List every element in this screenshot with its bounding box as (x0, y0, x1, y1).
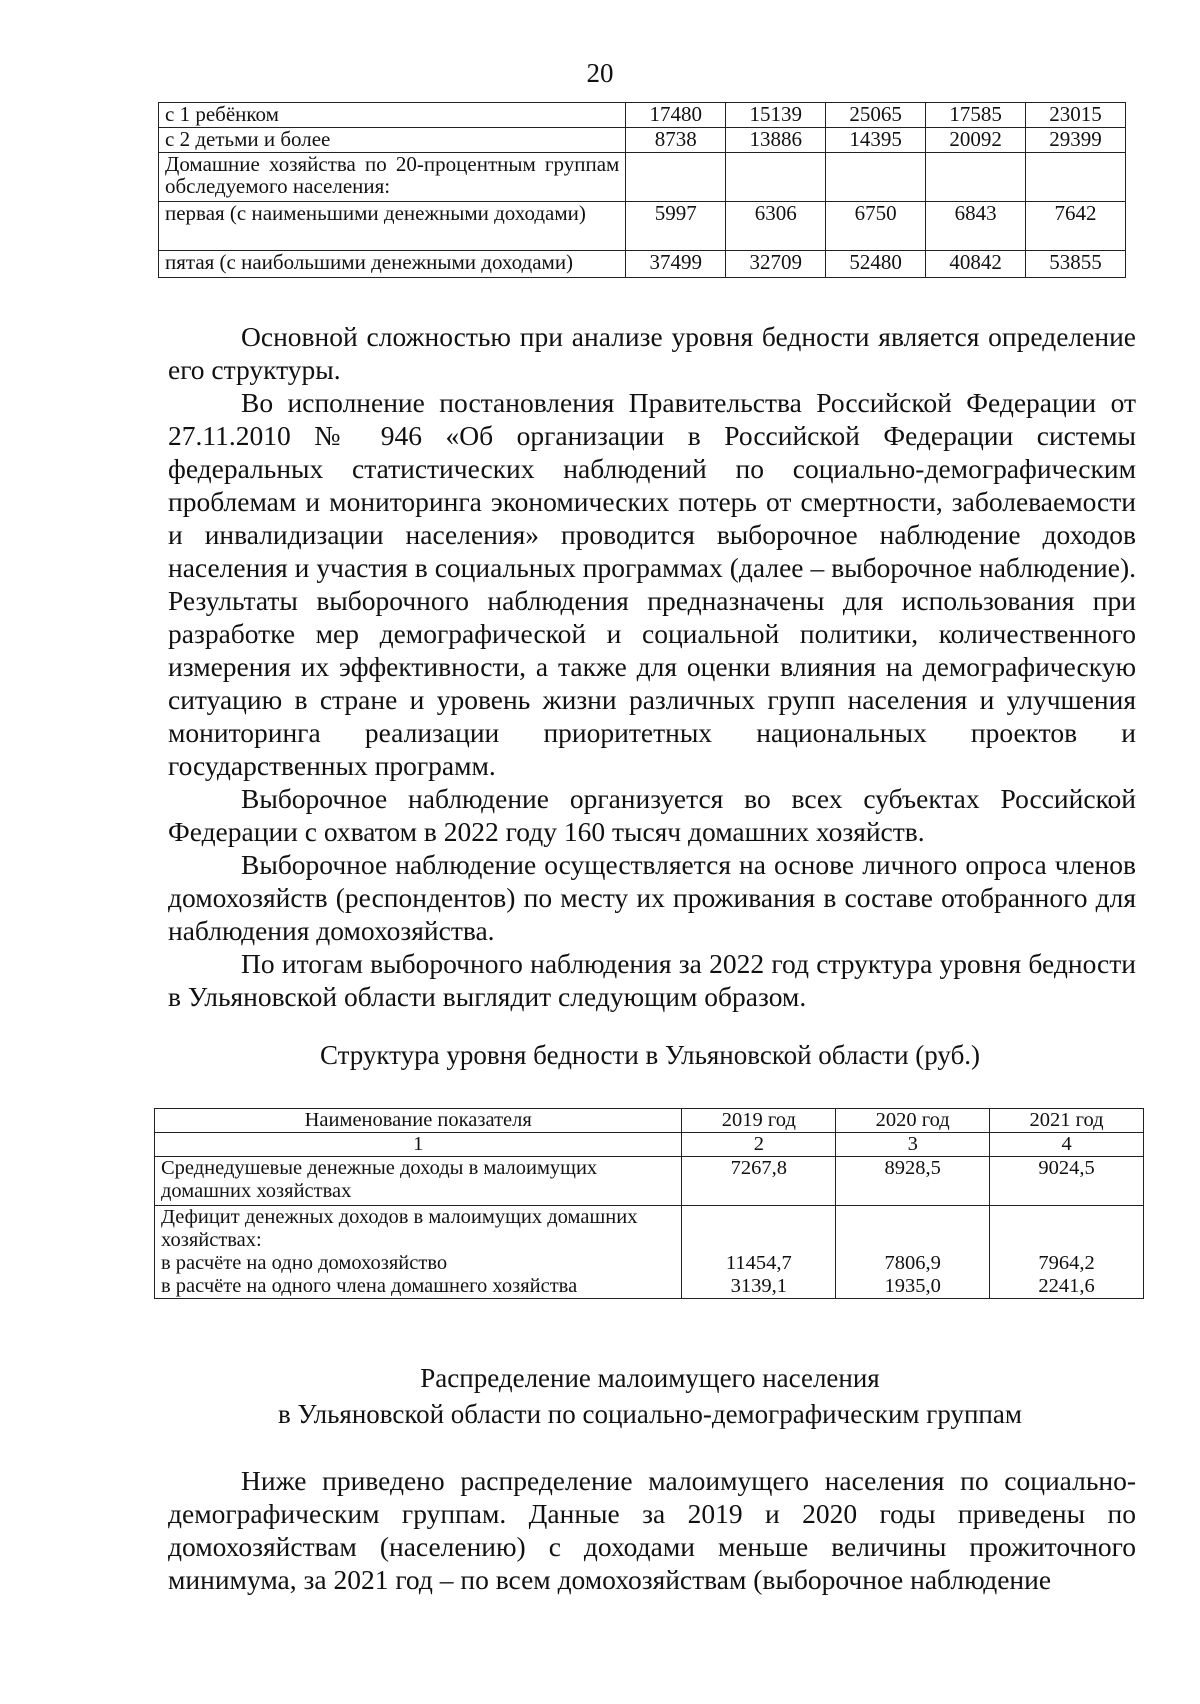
table-cell (926, 153, 1026, 202)
table-cell: 29399 (1026, 128, 1126, 153)
table-row (159, 153, 1126, 202)
table-row (155, 1206, 1144, 1253)
row-label: с 1 ребёнком (159, 103, 626, 128)
body-text-final (168, 1464, 1136, 1596)
row-label: Среднедушевые денежные доходы в малоимущих домашних хозяйствах (155, 1157, 682, 1206)
table-cell: 15139 (726, 103, 826, 128)
table-cell: 13886 (726, 128, 826, 153)
row-label: Дефицит денежных доходов в малоимущих домашних хозяйствах: (155, 1206, 682, 1253)
table-cell: 6306 (726, 202, 826, 251)
section-heading-line: Распределение малоимущего населения (420, 1363, 880, 1393)
column-header: Наименование показателя (155, 1109, 682, 1133)
table-cell: 17585 (926, 103, 1026, 128)
column-number-row (155, 1133, 1144, 1157)
column-number: 2 (682, 1133, 836, 1157)
paragraph: Во исполнение постановления Правительства Российской Федерации от 27.11.2010 № 946 «Об организации в Российской Федерации системы федеральных статистических наблюдений по социально-демографическим проблемам и мониторинга экономических потерь от смертности, заболеваемости и инвалидизации населения» проводится выборочное наблюдение доходов населения и участия в социальных программах (далее – выборочное наблюдение). Результаты выборочного наблюдения предназначены для использования при разработке мер демографической и социальной политики, количественного измерения их эффективности, а также для оценки влияния на демографическую ситуацию в стране и уровень жизни различных групп населения и улучшения мониторинга реализации приоритетных национальных проектов и государственных программ. (168, 387, 1136, 781)
paragraph: По итогам выборочного наблюдения за 2022 год структура уровня бедности в Ульяновской области выглядит следующим образом. (168, 948, 1136, 1012)
table-cell: 52480 (826, 251, 926, 278)
table-cell: 17480 (626, 103, 726, 128)
table-cell (826, 153, 926, 202)
paragraph: Выборочное наблюдение организуется во всех субъектах Российской Федерации с охватом в 2022 году 160 тысяч домашних хозяйств. (168, 783, 1136, 847)
paragraph: Ниже приведено распределение малоимущего населения по социально-демографическим группам. Данные за 2019 и 2020 годы приведены по домохозяйствам (населению) с доходами меньше величины прожиточного минимума, за 2021 год – по всем домохозяйствам (выборочное наблюдение (168, 1465, 1136, 1595)
table-cell: 2241,6 (990, 1275, 1144, 1299)
table-cell: 23015 (1026, 103, 1126, 128)
table-cell: 7964,2 (990, 1252, 1144, 1275)
table-cell (1026, 153, 1126, 202)
table-cell: 14395 (826, 128, 926, 153)
table-cell: 20092 (926, 128, 1026, 153)
table-cell: 37499 (626, 251, 726, 278)
table-cell: 25065 (826, 103, 926, 128)
table-cell: 7267,8 (682, 1157, 836, 1206)
table-cell (626, 153, 726, 202)
column-number: 4 (990, 1133, 1144, 1157)
table-row (159, 202, 1126, 251)
row-label: в расчёте на одного члена домашнего хозяйства (155, 1275, 682, 1299)
table-header-row (155, 1109, 1144, 1133)
row-label: Домашние хозяйства по 20-процентным группам обследуемого населения: (159, 153, 626, 202)
table-cell (726, 153, 826, 202)
table-cell: 5997 (626, 202, 726, 251)
table-cell: 9024,5 (990, 1157, 1144, 1206)
table-cell: 7806,9 (836, 1252, 990, 1275)
table-cell: 32709 (726, 251, 826, 278)
table-cell: 6750 (826, 202, 926, 251)
table-row (159, 103, 1126, 128)
table-row (159, 251, 1126, 278)
table-cell (990, 1206, 1144, 1253)
section-heading (150, 1360, 1150, 1432)
column-header: 2021 год (990, 1109, 1144, 1133)
body-text (168, 320, 1136, 1013)
table-cell: 3139,1 (682, 1275, 836, 1299)
paragraph: Выборочное наблюдение осуществляется на основе личного опроса членов домохозяйств (респондентов) по месту их проживания в составе отобранного для наблюдения домохозяйства. (168, 849, 1136, 946)
page-number: 20 (586, 58, 614, 88)
row-label: с 2 детьми и более (159, 128, 626, 153)
table-cell: 8928,5 (836, 1157, 990, 1206)
column-number: 3 (836, 1133, 990, 1157)
column-header: 2020 год (836, 1109, 990, 1133)
table-caption: Структура уровня бедности в Ульяновской области (руб.) (319, 1040, 981, 1070)
table-row (155, 1275, 1144, 1299)
table-cell: 8738 (626, 128, 726, 153)
table-cell: 40842 (926, 251, 1026, 278)
table-row (155, 1157, 1144, 1206)
column-number: 1 (155, 1133, 682, 1157)
table-cell (836, 1206, 990, 1253)
poverty-structure-table (154, 1108, 1144, 1299)
row-label: в расчёте на одно домохозяйство (155, 1252, 682, 1275)
section-heading-line: в Ульяновской области по социально-демографическим группам (278, 1399, 1022, 1429)
table-cell (682, 1206, 836, 1253)
paragraph: Основной сложностью при анализе уровня бедности является определение его структуры. (168, 321, 1136, 385)
table-cell: 7642 (1026, 202, 1126, 251)
income-groups-table (158, 102, 1126, 278)
table-cell: 6843 (926, 202, 1026, 251)
column-header: 2019 год (682, 1109, 836, 1133)
row-label: первая (с наименьшими денежными доходами) (159, 202, 626, 251)
table-cell: 1935,0 (836, 1275, 990, 1299)
table-row (155, 1252, 1144, 1275)
table-row (159, 128, 1126, 153)
row-label: пятая (с наибольшими денежными доходами) (159, 251, 626, 278)
table-cell: 11454,7 (682, 1252, 836, 1275)
table-cell: 53855 (1026, 251, 1126, 278)
